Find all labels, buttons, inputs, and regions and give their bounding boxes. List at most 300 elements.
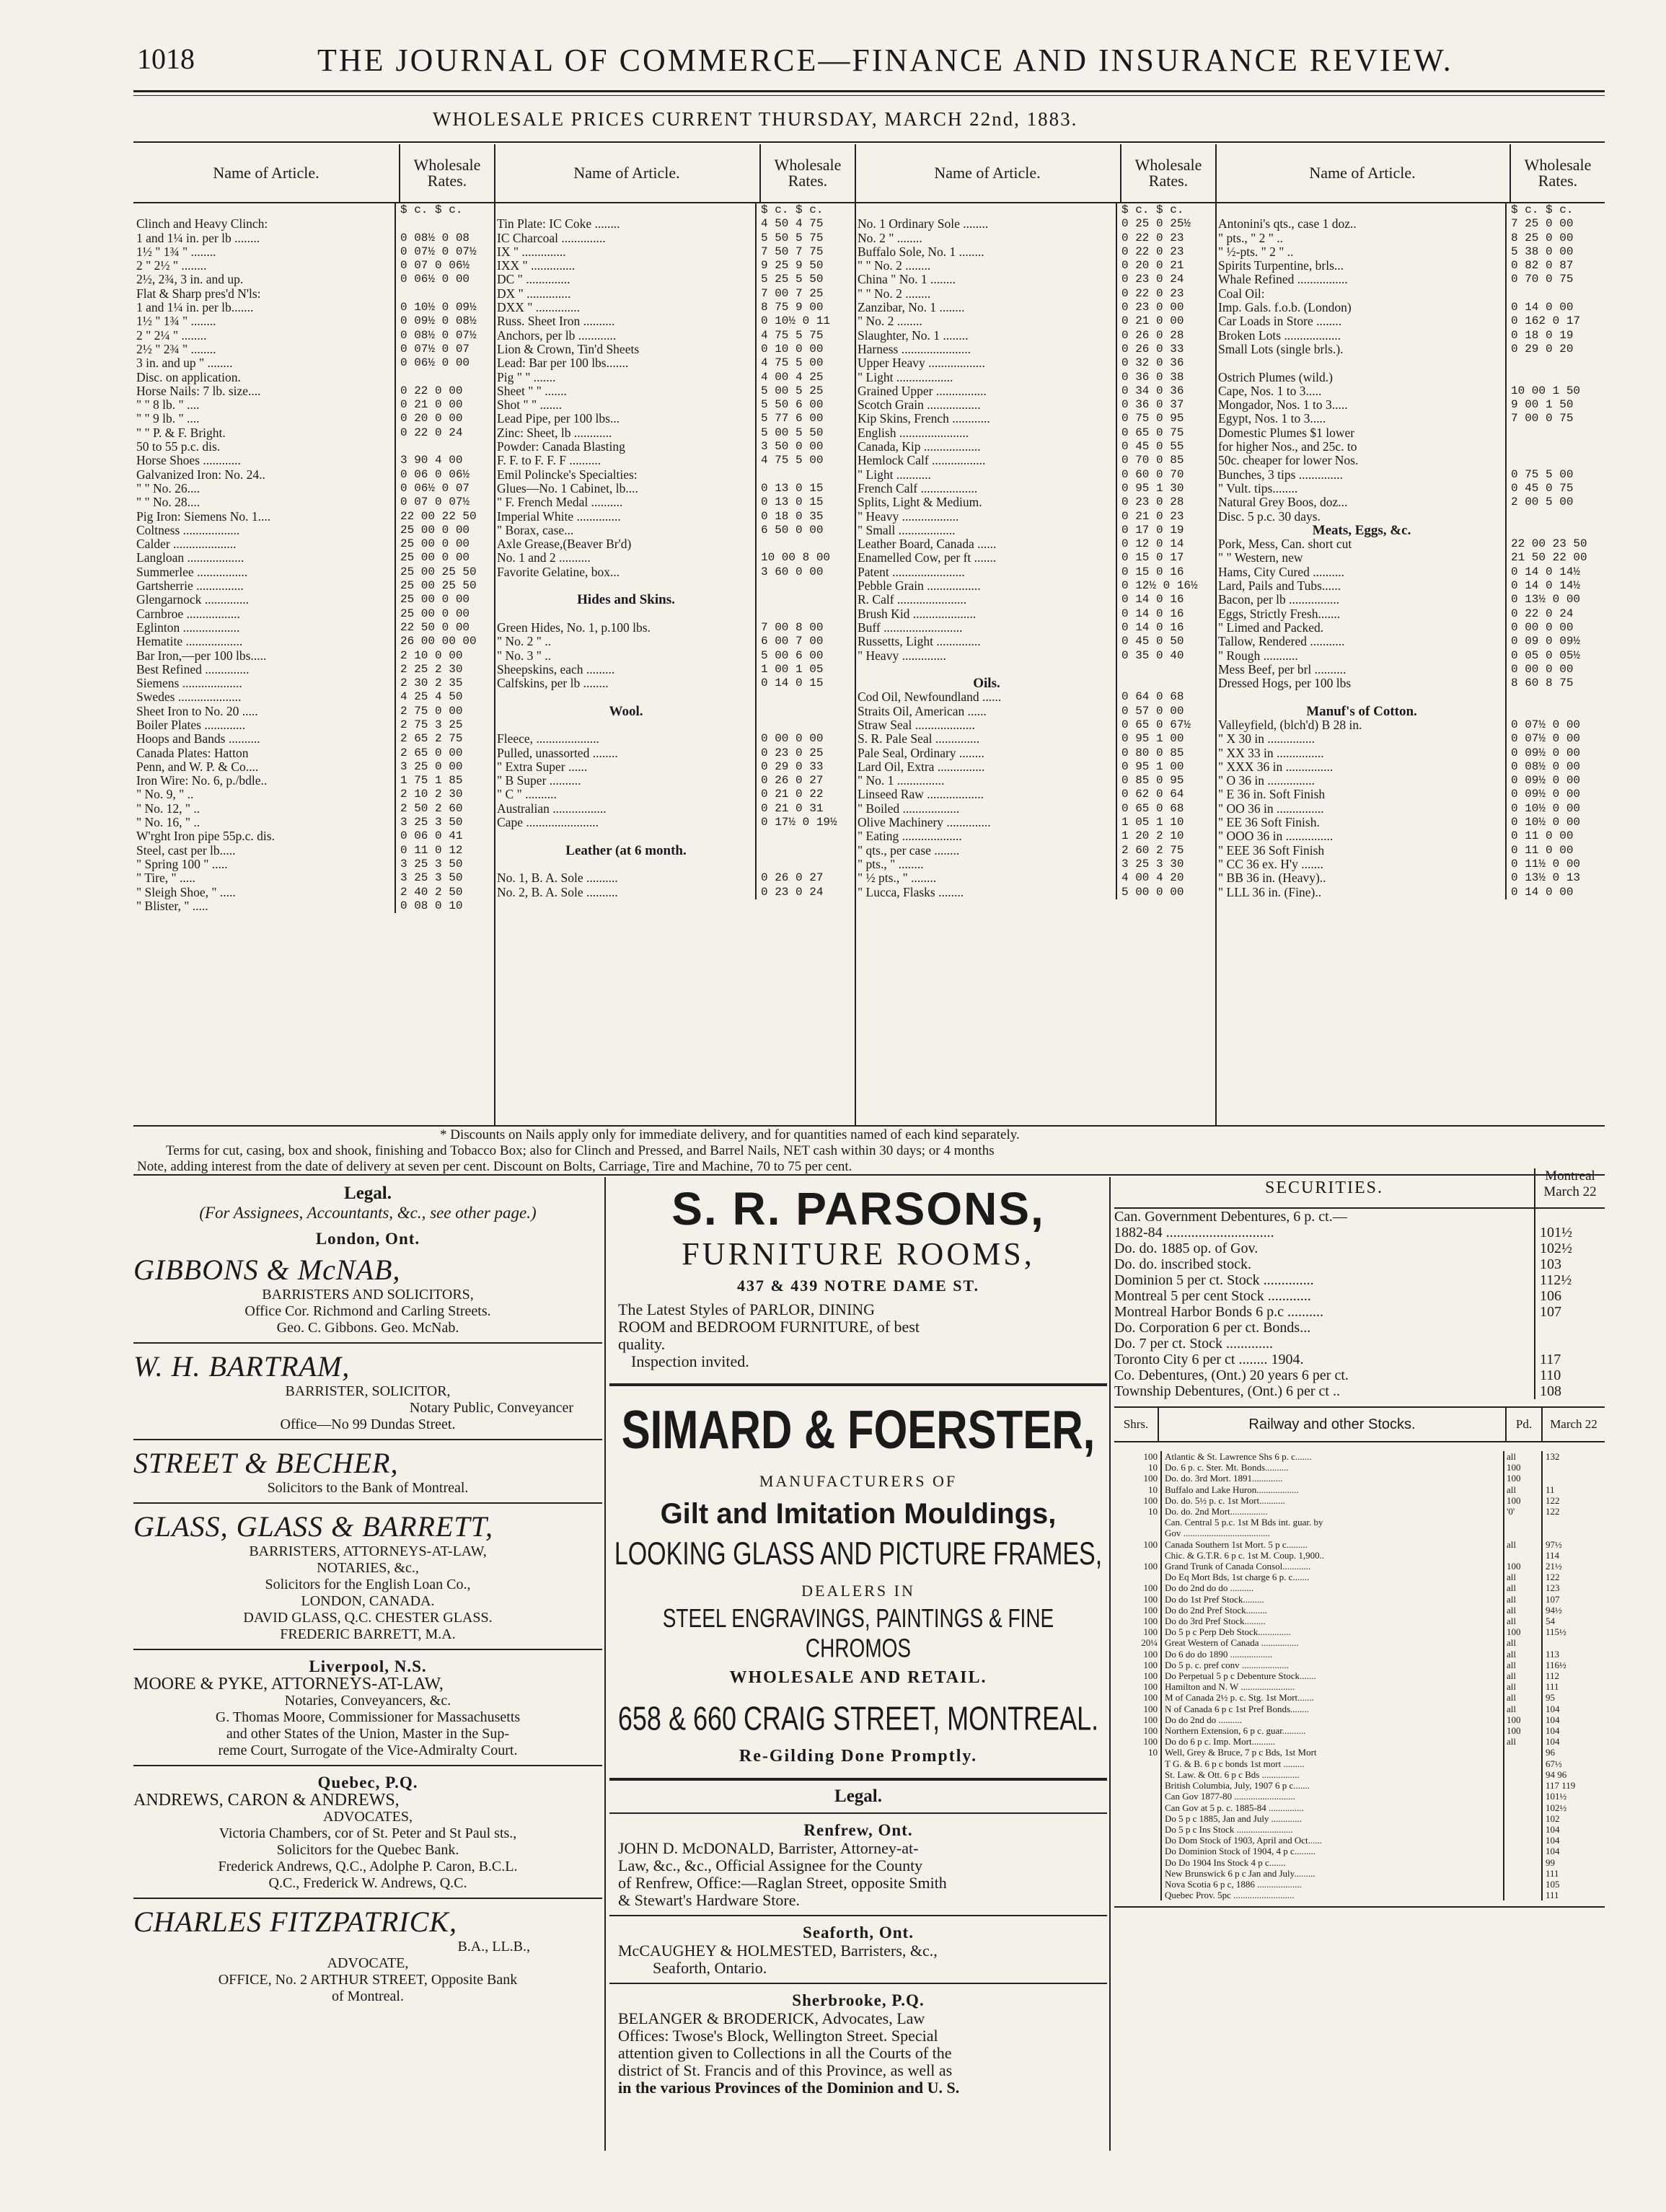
article-rate: 0 09½ 0 00 — [1505, 788, 1605, 801]
railway-stock-row — [1114, 1802, 1605, 1813]
name-of-article-header: Name of Article. — [855, 144, 1121, 202]
price-row — [133, 816, 494, 829]
article-name: Carnbroe ................. — [136, 607, 240, 621]
wholesale-rates-header — [761, 144, 855, 202]
article-rate: 0 22 0 23 — [1116, 245, 1215, 259]
price-row — [494, 301, 855, 314]
ad-line: & Stewart's Hardware Store. — [618, 1891, 801, 1909]
railway-shares — [1114, 1780, 1162, 1791]
price-row — [494, 217, 855, 231]
article-name: " " 8 lb. " .... — [136, 398, 200, 413]
price-row — [133, 844, 494, 858]
article-rate: 0 23 0 28 — [1116, 495, 1215, 509]
price-row — [855, 495, 1215, 509]
price-row — [1215, 301, 1605, 314]
article-name: " BB 36 in. (Heavy).. — [1218, 871, 1326, 886]
article-name: Emil Polincke's Specialties: — [497, 467, 638, 482]
railway-march-price: 112 — [1541, 1670, 1605, 1681]
article-rate: 2 75 0 00 — [395, 705, 494, 718]
railway-stock-row — [1114, 1890, 1605, 1900]
railway-march-price: 104 — [1541, 1846, 1605, 1856]
article-rate: 0 06½ 0 00 — [395, 273, 494, 286]
price-row — [133, 440, 494, 454]
railway-stock-description: Atlantic & St. Lawrence Shs 6 p. c....... — [1165, 1451, 1312, 1462]
article-rate: 25 00 0 00 — [395, 607, 494, 621]
price-row — [494, 468, 855, 482]
price-row — [1215, 426, 1605, 440]
railway-stock-description: Hamilton and N. W ....................... — [1165, 1681, 1295, 1693]
article-name: Pig " " ....... — [497, 370, 556, 384]
price-row — [855, 537, 1215, 551]
railway-stock-description: Do Dominion Stock of 1904, 4 p c......... — [1165, 1846, 1316, 1857]
railway-paid — [1503, 1813, 1541, 1824]
article-rate: 0 14 0 16 — [1116, 621, 1215, 635]
article-rate: 0 26 0 28 — [1116, 329, 1215, 343]
price-row — [855, 705, 1215, 718]
railway-stock-description: Do do 3rd Pref Stock......... — [1165, 1616, 1266, 1627]
article-name: Disc. 5 p.c. 30 days. — [1218, 509, 1321, 524]
railway-stock-description: Do. 6 p. c. Ster. Mt. Bonds.......... — [1165, 1462, 1289, 1473]
railway-paid — [1503, 1791, 1541, 1802]
article-rate: 3 60 0 00 — [755, 565, 855, 579]
article-name: Pale Seal, Ordinary ........ — [858, 746, 984, 760]
article-rate: 9 00 1 50 — [1505, 398, 1605, 412]
article-rate: 5 25 5 50 — [755, 273, 855, 286]
article-rate: 0 57 0 00 — [1116, 705, 1215, 718]
price-row — [855, 593, 1215, 607]
article-name: 1 and 1¼ in. per lb ........ — [136, 231, 260, 245]
article-rate: 9 25 9 50 — [755, 259, 855, 273]
article-rate: 0 23 0 00 — [1116, 301, 1215, 314]
railway-march-price: 116½ — [1541, 1660, 1605, 1670]
railway-stock-description: Chic. & G.T.R. 6 p c. 1st M. Coup. 1,900.. — [1165, 1549, 1325, 1561]
article-name: Galvanized Iron: No. 24.. — [136, 467, 265, 482]
separator — [133, 1765, 602, 1766]
article-name: English ...................... — [858, 426, 969, 440]
article-name: Meats, Eggs, &c. — [1312, 523, 1411, 538]
security-price: 106 — [1534, 1288, 1605, 1304]
article-name: " XXX 36 in ............... — [1218, 759, 1334, 774]
firm-line: DAVID GLASS, Q.C. CHESTER GLASS. — [243, 1610, 493, 1626]
article-name: No. 2 " ........ — [858, 231, 922, 245]
article-name: " ½ pts., " ........ — [858, 871, 937, 886]
railway-stock-row — [1114, 1835, 1605, 1846]
wholesale-price-table — [133, 144, 1592, 1125]
article-name: " EE 36 Soft Finish. — [1218, 816, 1320, 830]
railway-stock-row — [1114, 1616, 1605, 1626]
article-rate: 0 11 0 00 — [1505, 829, 1605, 843]
name-of-article-header: Name of Article. — [1215, 144, 1511, 202]
article-name: " Lucca, Flasks ........ — [858, 885, 964, 899]
article-name: Russ. Sheet Iron .......... — [497, 314, 615, 329]
article-rate: 0 22 0 23 — [1116, 232, 1215, 245]
railway-shares: 100 — [1114, 1561, 1162, 1572]
ad-line: attention given to Collections in all the Courts of the — [618, 2044, 952, 2062]
securities-heading: SECURITIES. — [1264, 1178, 1383, 1197]
article-rate: 0 70 0 75 — [1505, 273, 1605, 286]
price-row — [1215, 565, 1605, 579]
railway-paid — [1503, 1890, 1541, 1900]
article-name — [494, 607, 755, 621]
railway-stock-description: Do 5 p c 1885, Jan and July ............. — [1165, 1812, 1302, 1824]
firm-moore: MOORE & PYKE, ATTORNEYS-AT-LAW, — [133, 1675, 444, 1693]
column-divider-right — [1109, 1177, 1111, 2151]
price-row — [494, 579, 855, 593]
railway-paid: all — [1503, 1660, 1541, 1670]
separator — [133, 1439, 602, 1440]
security-description: Do. Corporation 6 per ct. Bonds... — [1114, 1320, 1311, 1336]
article-rate: 0 17 0 19 — [1116, 524, 1215, 537]
article-name: " Eating ................... — [858, 829, 962, 844]
price-row — [133, 788, 494, 801]
article-name: Disc. on application. — [136, 370, 241, 384]
securities-rows — [1114, 1209, 1605, 1399]
article-name: Dressed Hogs, per 100 lbs — [1218, 677, 1352, 691]
railway-stock-row — [1114, 1637, 1605, 1648]
railway-paid — [1503, 1824, 1541, 1835]
simard-frames: LOOKING GLASS AND PICTURE FRAMES, — [614, 1536, 1103, 1572]
firm-glass: GLASS, GLASS & BARRETT, — [133, 1510, 493, 1543]
article-rate: 0 13 0 15 — [755, 482, 855, 495]
legal-heading: Legal. — [344, 1184, 392, 1203]
firm-line: BARRISTERS, ATTORNEYS-AT-LAW, — [249, 1543, 487, 1559]
article-name: Calfskins, per lb ........ — [497, 677, 609, 691]
railway-shares: 10 — [1114, 1484, 1162, 1495]
article-rate: 3 25 3 50 — [395, 871, 494, 885]
railway-stock-row — [1114, 1791, 1605, 1802]
article-name — [855, 203, 1116, 217]
article-rate: 4 00 4 20 — [1116, 871, 1215, 885]
page-number: 1018 — [137, 43, 195, 75]
railway-shares — [1114, 1857, 1162, 1868]
article-name: " F. French Medal .......... — [497, 495, 623, 510]
article-name: Hemlock Calf ................. — [858, 454, 986, 468]
railway-stock-description: Grand Trunk of Canada Consol............ — [1165, 1561, 1311, 1572]
article-rate: 0 06 0 41 — [395, 829, 494, 843]
city-seaforth: Seaforth, Ont. — [803, 1924, 914, 1942]
price-row — [494, 718, 855, 732]
firm-line: and other States of the Union, Master in the Sup- — [226, 1726, 510, 1742]
railway-paid: 100 — [1503, 1561, 1541, 1572]
price-row — [133, 482, 494, 495]
article-rate: 21 50 22 00 — [1505, 551, 1605, 565]
price-row — [1215, 690, 1605, 704]
price-row — [1215, 454, 1605, 467]
price-row — [133, 273, 494, 286]
price-row — [133, 858, 494, 871]
price-row — [494, 232, 855, 245]
article-name: Ostrich Plumes (wild.) — [1218, 370, 1333, 384]
article-rate: 4 75 5 75 — [755, 329, 855, 343]
price-row — [494, 384, 855, 398]
price-row — [855, 426, 1215, 440]
separator — [133, 1898, 602, 1899]
railway-shares: 100 — [1114, 1649, 1162, 1660]
article-name: " Boiled .................. — [858, 801, 960, 816]
firm-line: G. Thomas Moore, Commissioner for Massachusetts — [215, 1709, 521, 1725]
price-row — [133, 551, 494, 565]
price-row — [494, 287, 855, 301]
price-row — [494, 663, 855, 677]
article-name: " Light ........... — [858, 467, 931, 482]
article-name: Mess Beef, per brl .......... — [1218, 662, 1347, 677]
article-rate: 0 09½ 0 00 — [1505, 746, 1605, 760]
article-rate: 0 18 0 19 — [1505, 329, 1605, 343]
wholesale-rates-header — [1511, 144, 1605, 202]
railway-stock-description: Northern Extension, 6 p c. guar.......... — [1165, 1725, 1306, 1737]
railway-stock-description: Nova Scotia 6 p c, 1886 ................... — [1165, 1878, 1302, 1890]
article-name: No. 2, B. A. Sole .......... — [497, 885, 618, 899]
separator — [609, 1812, 1107, 1814]
firm-line: Solicitors for the Quebec Bank. — [276, 1842, 459, 1858]
security-price: 103 — [1534, 1256, 1605, 1272]
railway-march-price: 117 119 — [1541, 1780, 1605, 1791]
security-row — [1114, 1209, 1605, 1225]
railway-paid: all — [1503, 1594, 1541, 1605]
article-rate: 0 08½ 0 00 — [1505, 760, 1605, 774]
railway-paid — [1503, 1550, 1541, 1561]
price-row — [494, 259, 855, 273]
note-line-3: Note, adding interest from the date of delivery at seven per cent. Discount on Bolts, Carriage, Tire and Machine, 70 to 75 per cent. — [137, 1159, 852, 1174]
security-description: Toronto City 6 per ct ........ 1904. — [1114, 1352, 1304, 1367]
article-rate: 0 14 0 15 — [755, 677, 855, 690]
price-row — [133, 510, 494, 524]
price-row — [133, 287, 494, 301]
railway-paid — [1503, 1835, 1541, 1846]
railway-march-price: 104 — [1541, 1725, 1605, 1736]
article-rate: 0 00 0 00 — [1505, 621, 1605, 635]
railway-stock-row — [1114, 1594, 1605, 1605]
price-row — [494, 886, 855, 899]
railway-march-price: 102½ — [1541, 1802, 1605, 1813]
price-row — [133, 398, 494, 412]
article-name: " Extra Super ...... — [497, 759, 588, 774]
article-name: Tallow, Rendered ........... — [1218, 635, 1345, 649]
firm-line: LONDON, CANADA. — [301, 1593, 435, 1609]
article-name: 1 and 1¼ in. per lb....... — [136, 301, 254, 315]
article-rate: 0 15 0 17 — [1116, 551, 1215, 565]
article-rate: 0 70 0 85 — [1116, 454, 1215, 467]
article-rate: 0 14 0 16 — [1116, 607, 1215, 621]
price-row — [855, 412, 1215, 426]
article-rate: 0 23 0 24 — [1116, 273, 1215, 286]
railway-paid: all — [1503, 1736, 1541, 1747]
article-name: " " No. 26.... — [136, 481, 200, 495]
article-name: Linseed Raw .................. — [858, 788, 984, 802]
article-name: Broken Lots .................. — [1218, 328, 1341, 343]
article-rate: 2 60 2 75 — [1116, 844, 1215, 858]
article-rate: 5 50 5 75 — [755, 232, 855, 245]
price-row — [1215, 482, 1605, 495]
article-name: " " No. 2 ........ — [858, 259, 931, 273]
article-name: Sheet Iron to No. 20 ..... — [136, 704, 258, 718]
railway-paid: '0' — [1503, 1506, 1541, 1517]
price-row — [855, 482, 1215, 495]
price-row — [494, 524, 855, 537]
railway-shares: 100 — [1114, 1704, 1162, 1714]
article-rate: $ c. $ c. — [395, 203, 494, 217]
article-rate: 0 00 0 00 — [755, 732, 855, 746]
article-rate: 26 00 00 00 — [395, 635, 494, 648]
header-rule-thin — [133, 95, 1605, 96]
article-name: Coltness .................. — [136, 523, 240, 537]
railway-shares: 100 — [1114, 1539, 1162, 1550]
ad-line: of Renfrew, Office:—Raglan Street, opposite Smith — [618, 1874, 947, 1892]
article-rate: 0 22 0 24 — [395, 426, 494, 440]
article-rate — [1505, 690, 1605, 704]
ad-line: in the various Provinces of the Dominion and U. S. — [618, 2079, 960, 2097]
price-row — [494, 802, 855, 816]
railway-stock-row — [1114, 1495, 1605, 1506]
security-price: 117 — [1534, 1352, 1605, 1367]
article-name: Summerlee ................ — [136, 565, 248, 579]
article-name: Siemens ................... — [136, 677, 242, 691]
article-rate: 5 77 6 00 — [755, 412, 855, 426]
security-row — [1114, 1320, 1605, 1336]
article-name: " Sleigh Shoe, " ..... — [136, 885, 236, 899]
price-row — [133, 203, 494, 217]
price-header-line: Montreal — [1545, 1168, 1595, 1184]
article-rate: 0 15 0 16 — [1116, 565, 1215, 579]
article-rate: 0 10½ 0 00 — [1505, 802, 1605, 816]
article-name: " Rough ........... — [1218, 648, 1298, 663]
firm-line: ADVOCATES, — [323, 1809, 413, 1825]
article-name: No. 1 and 2 .......... — [497, 551, 591, 565]
railway-shares: 100 — [1114, 1473, 1162, 1484]
price-row — [1215, 579, 1605, 593]
price-row — [133, 718, 494, 732]
railway-stock-row — [1114, 1692, 1605, 1703]
article-rate: 4 25 4 50 — [395, 690, 494, 704]
rail-head-pd: Pd. — [1505, 1408, 1541, 1441]
article-rate: 4 00 4 25 — [755, 371, 855, 384]
article-rate — [755, 607, 855, 621]
article-rate: 0 10½ 0 11 — [755, 314, 855, 328]
price-row — [1215, 871, 1605, 885]
railway-stock-description: Gov ..................................... — [1165, 1528, 1270, 1539]
article-name: Pig Iron: Siemens No. 1.... — [136, 509, 271, 524]
parsons-name: S. R. PARSONS, — [671, 1183, 1045, 1235]
price-row — [494, 245, 855, 259]
railway-paid: all — [1503, 1616, 1541, 1626]
article-rate: 25 00 0 00 — [395, 593, 494, 607]
price-row — [133, 663, 494, 677]
railway-stock-description: N of Canada 6 p c 1st Pref Bonds........ — [1165, 1703, 1310, 1714]
railway-paid — [1503, 1747, 1541, 1758]
rates-header-line: Rates. — [1538, 172, 1578, 190]
table-top-rule — [133, 141, 1605, 143]
article-name: Buff ......................... — [858, 620, 963, 635]
article-rate — [755, 858, 855, 871]
article-rate: 0 60 0 70 — [1116, 468, 1215, 482]
price-row — [494, 329, 855, 343]
price-row — [494, 635, 855, 648]
article-rate: 1 00 1 05 — [755, 663, 855, 677]
firm-line: ADVOCATE, — [327, 1955, 409, 1971]
article-rate — [1505, 454, 1605, 467]
security-row — [1114, 1288, 1605, 1304]
railway-stock-row — [1114, 1813, 1605, 1824]
firm-line: Office Cor. Richmond and Carling Streets. — [244, 1303, 491, 1319]
article-rate: 0 11½ 0 00 — [1505, 858, 1605, 871]
railway-stock-description: Well, Grey & Bruce, 7 p c Bds, 1st Mort — [1165, 1747, 1317, 1758]
firm-line: BARRISTERS AND SOLICITORS, — [262, 1287, 474, 1303]
city-quebec: Quebec, P.Q. — [317, 1773, 418, 1792]
article-rate: 0 21 0 23 — [1116, 510, 1215, 524]
railway-stock-description: T G. & B. 6 p c bonds 1st mort ......... — [1165, 1758, 1305, 1769]
price-row — [494, 677, 855, 690]
rates-header-line: Rates. — [1148, 172, 1189, 190]
article-name: " " Western, new — [1218, 551, 1303, 565]
price-column-2 — [494, 144, 856, 1125]
name-of-article-header: Name of Article. — [494, 144, 761, 202]
article-rate — [395, 440, 494, 454]
header-rule — [133, 90, 1605, 92]
railway-stock-row — [1114, 1769, 1605, 1780]
price-row — [855, 663, 1215, 677]
rail-head-title: Railway and other Stocks. — [1158, 1408, 1505, 1441]
price-row — [855, 301, 1215, 314]
railway-stock-row — [1114, 1714, 1605, 1725]
article-name: Brush Kid .................... — [858, 607, 977, 621]
railway-paid — [1503, 1780, 1541, 1791]
price-row — [855, 329, 1215, 343]
railway-stock-description: Do 5 p c Ins Stock ........................ — [1165, 1823, 1293, 1835]
article-rate: 0 13½ 0 00 — [1505, 593, 1605, 607]
article-name: Whale Refined ................ — [1218, 273, 1348, 287]
price-row — [855, 217, 1215, 231]
article-name: Tin Plate: IC Coke ........ — [497, 217, 620, 232]
article-name: Oils. — [973, 677, 1000, 691]
article-rate: 0 14 0 00 — [1505, 886, 1605, 899]
price-row — [1215, 760, 1605, 774]
article-name: Australian ................. — [497, 801, 607, 816]
article-name: Lion & Crown, Tin'd Sheets — [497, 342, 640, 356]
article-rate: 0 13 0 15 — [755, 495, 855, 509]
security-description: Township Debentures, (Ont.) 6 per ct .. — [1114, 1383, 1340, 1399]
railway-march-price: 132 — [1541, 1451, 1605, 1462]
article-rate — [395, 217, 494, 231]
ad-line: ROOM and BEDROOM FURNITURE, of best — [618, 1318, 920, 1336]
security-price: 110 — [1534, 1367, 1605, 1383]
article-rate: 6 00 7 00 — [755, 635, 855, 648]
railway-stock-description: Do. do. 3rd Mort. 1891............. — [1165, 1473, 1283, 1484]
article-rate: 2 75 3 25 — [395, 718, 494, 732]
article-name: Canada, Kip .................. — [858, 440, 981, 454]
article-name: Gartsherrie ............... — [136, 579, 244, 594]
article-name: Favorite Gelatine, box... — [497, 565, 620, 579]
article-name: DC " .............. — [497, 273, 570, 287]
article-rate: 0 64 0 68 — [1116, 690, 1215, 704]
article-name: IC Charcoal .............. — [497, 231, 606, 245]
firm-line: Notary Public, Conveyancer — [409, 1400, 573, 1416]
railway-paid: all — [1503, 1670, 1541, 1681]
article-name: Leather Board, Canada ...... — [858, 537, 997, 552]
railway-stock-row — [1114, 1780, 1605, 1791]
railway-paid — [1503, 1758, 1541, 1769]
firm-gibbons: GIBBONS & McNAB, — [133, 1253, 401, 1286]
article-rate: 0 23 0 24 — [755, 886, 855, 899]
price-row — [1215, 649, 1605, 663]
railway-shares — [1114, 1758, 1162, 1769]
article-name: Horse Shoes ............ — [136, 454, 241, 468]
price-row — [1215, 718, 1605, 732]
price-row — [494, 774, 855, 788]
article-name: " No. 3 " .. — [497, 648, 552, 663]
simard-regilding: Re-Gilding Done Promptly. — [739, 1747, 978, 1766]
parsons-furniture: FURNITURE ROOMS, — [682, 1236, 1035, 1272]
parsons-address: 437 & 439 NOTRE DAME ST. — [736, 1277, 980, 1295]
